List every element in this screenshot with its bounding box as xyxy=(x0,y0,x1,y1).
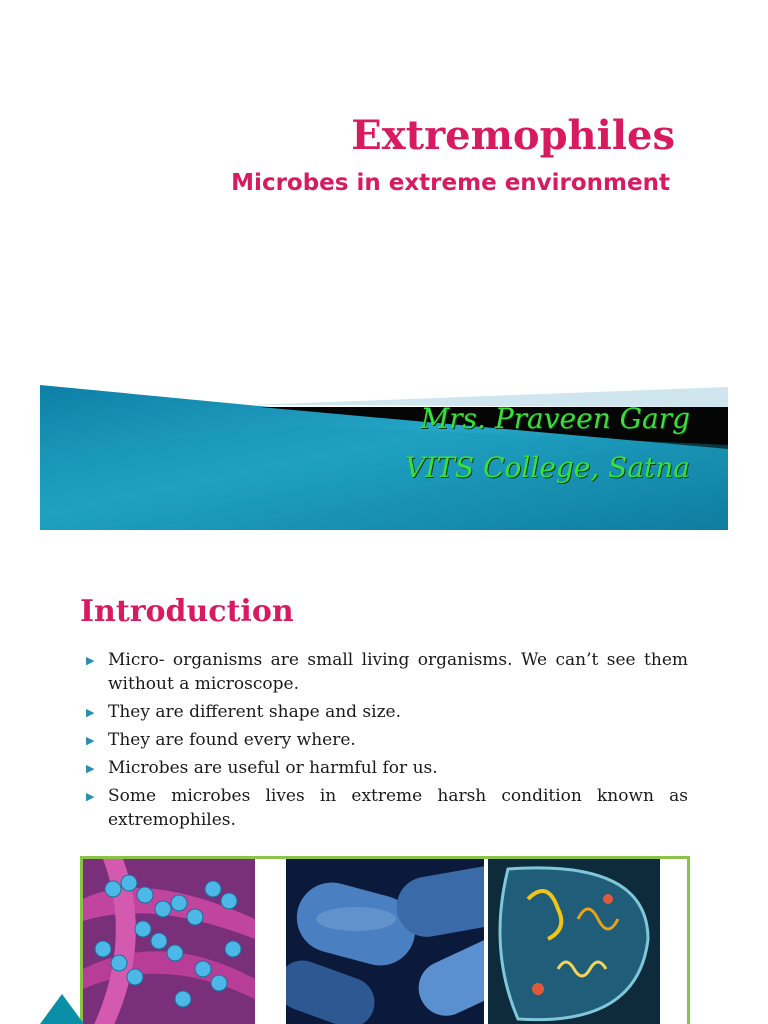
triangle-right-icon: ▶ xyxy=(86,734,95,747)
decorative-corner xyxy=(40,994,84,1024)
intro-heading: Introduction xyxy=(80,594,294,629)
author-banner xyxy=(40,385,728,530)
introduction-slide xyxy=(0,560,768,1024)
bullet-text: They are different shape and size. xyxy=(108,702,402,722)
author-name: Mrs. Praveen Garg xyxy=(420,402,690,435)
bullet-text: Micro- organisms are small living organisms. We can’t see them without a microscope. xyxy=(108,650,688,694)
bullet-item xyxy=(84,784,688,832)
rod-bacteria-image xyxy=(286,859,485,1024)
triangle-right-icon: ▶ xyxy=(86,706,95,719)
bullet-text: Microbes are useful or harmful for us. xyxy=(108,758,438,778)
slide-title: Extremophiles xyxy=(351,112,675,159)
bullet-item xyxy=(84,756,688,780)
bullet-item xyxy=(84,648,688,696)
bullet-item xyxy=(84,700,688,724)
bullet-text: Some microbes lives in extreme harsh condition known as extremophiles. xyxy=(108,786,688,830)
author-college: VITS College, Satna xyxy=(405,451,690,484)
bullet-text: They are found every where. xyxy=(108,730,356,750)
triangle-right-icon: ▶ xyxy=(86,654,95,667)
bullet-list xyxy=(84,648,688,836)
slide-subtitle: Microbes in extreme environment xyxy=(231,170,670,196)
triangle-right-icon: ▶ xyxy=(86,762,95,775)
microbe-image-strip xyxy=(80,856,690,1024)
bacterial-cell-interior-image xyxy=(488,859,687,1024)
triangle-right-icon: ▶ xyxy=(86,790,95,803)
cocci-on-fibers-image xyxy=(83,859,282,1024)
bullet-item xyxy=(84,728,688,752)
